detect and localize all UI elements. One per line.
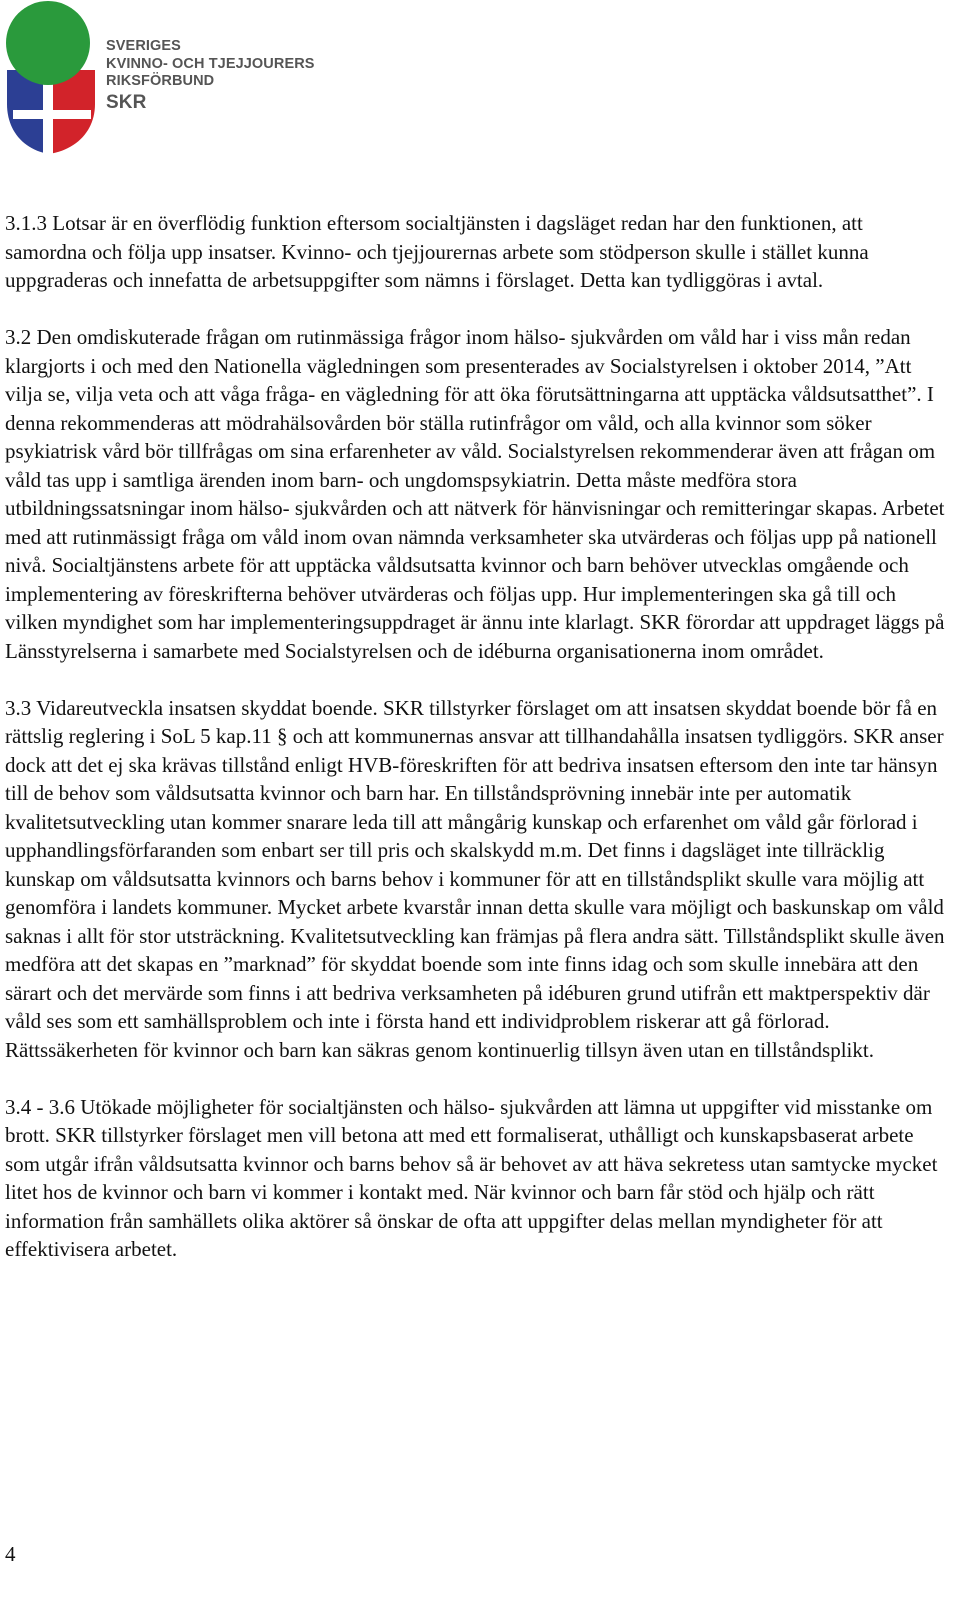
logo-line-1: SVERIGES: [106, 38, 181, 54]
organisation-name: [106, 38, 315, 114]
paragraph-3-2: 3.2 Den omdiskuterade frågan om rutinmässiga frågor inom hälso- sjukvården om våld har i viss mån redan klargjorts i och med den Nationella vägledningen som presenterades av Socialstyrelsen i oktober 2014, ”Att vilja se, vilja veta och att våga fråga- en vägledning för att öka förutsättningarna att upptäcka våldsutsatthet”. I denna rekommenderas att mödrahälsovården bör ställa rutinfrågor om våld, och alla kvinnor som söker psykiatrisk vård bör tillfrågas om sina erfarenheter av våld. Socialstyrelsen rekommenderar även att frågan om våld tas upp i samtliga ärenden inom barn- och ungdomspsykiatrin. Detta måste medföra stora utbildningssatsningar inom hälso- sjukvården och att nätverk för hänvisningar och remitteringar skapas. Arbetet med att rutinmässigt fråga om våld inom ovan nämnda verksamheter ska utvärderas och följas upp på nationell nivå. Socialtjänstens arbete för att upptäcka våldsutsatta kvinnor och barn behöver utvecklas omgående och implementering av föreskrifterna behöver utvärderas och följas upp. Hur implementeringen ska gå till och vilken myndighet som har implementeringsuppdraget är ännu inte klarlagt. SKR förordar att uppdraget läggs på Länsstyrelserna i samarbete med Socialstyrelsen och de idéburna organisationerna inom området.: [5, 325, 945, 663]
document-header: [0, 0, 960, 160]
logo-line-3: RIKSFÖRBUND: [106, 73, 215, 89]
logo-short-name: SKR: [106, 91, 147, 113]
paragraph-3-4-3-6: 3.4 - 3.6 Utökade möjligheter för socialtjänsten och hälso- sjukvården att lämna ut uppgifter vid misstanke om brott. SKR tillstyrker förslaget men vill betona att med ett formaliserat, uthålligt och kunskapsbaserat arbete som utgår ifrån våldsutsatta kvinnor och barns behov så är behovet av att häva sekretess utan samtycke mycket litet hos de kvinnor och barn vi kommer i kontakt med. När kvinnor och barn får stöd och hjälp och rätt information från samhällets olika aktörer så önskar de ofta att uppgifter delas mellan myndigheter för att effektivisera arbetet.: [5, 1094, 938, 1261]
paragraph-3-1-3: 3.1.3 Lotsar är en överflödig funktion eftersom socialtjänsten i dagsläget redan har den funktionen, att samordna och följa upp insatser. Kvinno- och tjejjourernas arbete som stödperson skulle i stället kunna uppgraderas och innefatta de arbetsuppgifter som nämns i förslaget. Detta kan tydliggöras i avtal.: [5, 211, 869, 292]
skr-logo-icon: [3, 0, 99, 156]
paragraph-3-3: 3.3 Vidareutveckla insatsen skyddat boende. SKR tillstyrker förslaget om att insatsen skyddat boende bör få en rättslig reglering i SoL 5 kap.11 § och att kommunernas ansvar att tillhandahålla insatsen tydliggörs. SKR anser dock att det ej ska krävas tillstånd enligt HVB-föreskriften för att bedriva insatsen eftersom den inte tar hänsyn till de behov som våldsutsatta kvinnor och barn har. En tillståndsprövning innebär inte per automatik kvalitetsutveckling utan kommer snarare leda till att mångårig kunskap och erfarenhet om våld går förlorad i upphandlingsförfaranden som enbart ser till pris och skalskydd m.m. Det finns i dagsläget inte tillräcklig kunskap om våldsutsatta kvinnors och barns behov i kommuner för att en tillståndsplikt skulle vara möjlig att genomföra i landets kommuner. Mycket arbete kvarstår innan detta skulle vara möjligt och baskunskap om våld saknas i allt för stor utsträckning. Kvalitetsutveckling kan främjas på flera andra sätt. Tillståndsplikt skulle även medföra att det skapas en ”marknad” för skyddat boende som inte finns idag och som skulle innebära att den särart och det mervärde som finns i att bedriva verksamheten på idéburen grund utifrån ett maktperspektiv där våld ses som ett samhällsproblem och inte i första hand ett individproblem riskerar att gå förlorad. Rättssäkerheten för kvinnor och barn kan säkras genom kontinuerlig tillsyn även utan en tillståndsplikt.: [5, 695, 945, 1062]
logo-line-2: KVINNO- OCH TJEJJOURERS: [106, 55, 315, 72]
page-number: 4: [5, 1542, 16, 1566]
document-body: [5, 209, 945, 1292]
